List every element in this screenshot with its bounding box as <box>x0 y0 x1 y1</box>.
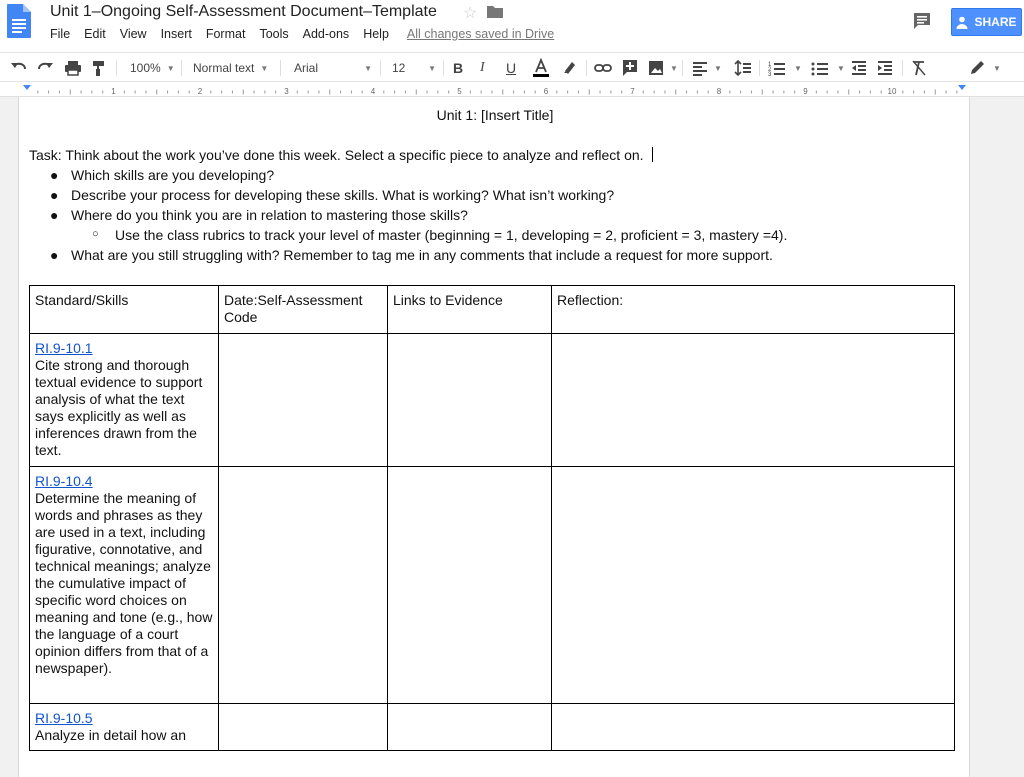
star-icon[interactable]: ☆ <box>463 5 478 22</box>
chevron-down-icon[interactable]: ▼ <box>714 63 722 73</box>
increase-indent-icon[interactable] <box>877 58 893 78</box>
docs-logo-icon[interactable] <box>6 3 32 39</box>
align-left-icon[interactable] <box>692 58 708 78</box>
table-row <box>30 334 955 467</box>
circle-bullet-icon: ○ <box>92 228 99 240</box>
ruler-label: 2 <box>197 87 203 96</box>
style-select[interactable] <box>193 58 268 78</box>
decrease-indent-icon[interactable] <box>851 58 867 78</box>
folder-icon[interactable] <box>487 5 503 18</box>
ruler-scale[interactable] <box>0 83 1024 97</box>
date-code-cell[interactable] <box>219 467 388 704</box>
assessment-table <box>29 285 955 751</box>
font-select[interactable] <box>294 58 372 78</box>
ruler-label: 6 <box>543 87 549 96</box>
menu-tools[interactable]: Tools <box>259 27 289 41</box>
ruler-label: 9 <box>803 87 808 96</box>
ruler-label: 8 <box>716 87 722 96</box>
paint-format-icon[interactable] <box>91 58 107 78</box>
menu-help[interactable]: Help <box>363 27 389 41</box>
text-cursor <box>652 147 653 162</box>
underline-icon[interactable]: U <box>506 60 517 76</box>
print-icon[interactable] <box>64 58 82 78</box>
bullet-icon: ● <box>50 207 59 223</box>
menu-format[interactable]: Format <box>205 27 246 41</box>
toolbar <box>0 52 1024 82</box>
task-text: Task: Think about the work you’ve done this week. Select a specific piece to analyze and reflect on. <box>29 147 644 163</box>
standard-text: Cite strong and thorough textual evidence to support analysis of what the text says explicitly as well as inferences drawn from the text. <box>35 357 203 458</box>
header-cell[interactable]: Reflection: <box>552 286 955 334</box>
document-canvas <box>0 97 1024 777</box>
editing-mode-icon[interactable] <box>969 58 987 78</box>
chevron-down-icon: ▼ <box>260 63 269 73</box>
header-cell[interactable]: Standard/Skills <box>30 286 219 334</box>
bullet-icon: ● <box>50 167 59 183</box>
date-code-cell[interactable] <box>219 704 388 751</box>
clear-formatting-icon[interactable] <box>911 58 927 78</box>
table-row <box>30 704 955 751</box>
standard-link[interactable]: RI.9-10.4 <box>35 473 93 489</box>
font-value: Arial <box>294 61 319 75</box>
header-cell[interactable]: Date:Self-Assessment Code <box>219 286 388 334</box>
ruler-label: 3 <box>284 87 289 96</box>
comments-icon[interactable] <box>912 11 932 31</box>
link-icon[interactable] <box>594 58 612 78</box>
menu-edit[interactable]: Edit <box>84 27 106 41</box>
zoom-value: 100% <box>130 61 161 75</box>
standard-cell[interactable] <box>30 704 219 751</box>
font-size-value: 12 <box>392 61 406 75</box>
line-spacing-icon[interactable] <box>734 58 752 78</box>
standard-link[interactable]: RI.9-10.1 <box>35 340 93 356</box>
table-row <box>30 467 955 704</box>
ruler-label: 7 <box>630 87 635 96</box>
evidence-cell[interactable] <box>388 467 552 704</box>
style-value: Normal text <box>193 61 255 75</box>
share-label: SHARE <box>974 15 1017 29</box>
document-page[interactable]: Unit 1: [Insert Title] Task: Think about the work you’ve done this week. Select a specific piece to analyze and reflect on. ● Which skills are you developing? ● Describe your process for developing these skills. What is working? What isn’t working? ● Where do you think you are in relation to mastering those skills? ○ Use the class rubrics to track your level of master (beginning = 1, developing = 2, proficient = 3, mastery =4). ● What are you still struggling with? Remember to tag me in any comments that include a request for more support. Standard/Skills Date:Self-Assessment Code Links to Evidence Reflection: RI.9-10.1 Cite strong and thorough textual evidence to support analysis of what the text says explicitly as well as inferences drawn from the text. RI.9-10.4 Determine the meaning of words and phrases as they are used in a text, including figurative, connotative, and technical meanings; analyze the cumulative impact of specific word choices on meaning and tone (e.g., how the language of a court opinion differs from that of a newspaper). RI.9-10.5 Analyze in detail how an <box>18 97 970 777</box>
numbered-list-icon[interactable] <box>768 58 786 78</box>
share-button[interactable] <box>951 8 1022 36</box>
ruler-label: 4 <box>370 87 376 96</box>
menu-view[interactable]: View <box>119 27 147 41</box>
zoom-select[interactable] <box>130 58 175 78</box>
chevron-down-icon: ▼ <box>428 63 436 73</box>
undo-icon[interactable] <box>10 58 28 78</box>
scrollbar[interactable] <box>1008 97 1024 777</box>
task-paragraph[interactable] <box>29 147 653 163</box>
document-heading[interactable]: Unit 1: [Insert Title] <box>436 107 554 123</box>
table-header-row <box>30 286 955 334</box>
chevron-down-icon[interactable]: ▼ <box>794 63 802 73</box>
reflection-cell[interactable] <box>552 704 955 751</box>
ruler <box>0 83 1024 97</box>
bulleted-list-icon[interactable] <box>811 58 829 78</box>
reflection-cell[interactable] <box>552 467 955 704</box>
svg-text:1: 1 <box>768 62 772 68</box>
italic-icon[interactable]: I <box>480 60 485 75</box>
bullet-icon: ● <box>50 187 59 203</box>
chevron-down-icon[interactable]: ▼ <box>837 63 845 73</box>
standard-link[interactable]: RI.9-10.5 <box>35 710 93 726</box>
insert-image-icon[interactable] <box>648 58 664 78</box>
add-comment-icon[interactable] <box>622 58 638 78</box>
chevron-down-icon[interactable]: ▼ <box>670 63 678 73</box>
redo-icon[interactable] <box>36 58 54 78</box>
menu-addons[interactable]: Add-ons <box>302 27 350 41</box>
save-status[interactable]: All changes saved in Drive <box>406 27 555 41</box>
chevron-down-icon: ▼ <box>166 63 175 73</box>
evidence-cell[interactable] <box>388 334 552 467</box>
ruler-label: 1 <box>111 87 116 96</box>
standard-text: Analyze in detail how an <box>35 727 186 743</box>
highlight-icon[interactable] <box>562 58 578 78</box>
title-bar <box>0 0 1024 48</box>
left-indent-marker-icon[interactable] <box>23 85 31 90</box>
standard-text: Determine the meaning of words and phrases as they are used in a text, including figurative, connotative, and technical meanings; analyze the cumulative impact of specific word choices on meaning and tone (e.g., how the language of a court opinion differs from that of a newspaper). <box>35 490 213 676</box>
ruler-label: 10 <box>887 87 897 96</box>
chevron-down-icon: ▼ <box>364 63 372 73</box>
ruler-label: 5 <box>457 87 462 96</box>
svg-text:2: 2 <box>768 67 772 73</box>
menu-insert[interactable]: Insert <box>160 27 192 41</box>
reflection-cell[interactable] <box>552 334 955 467</box>
svg-text:3: 3 <box>768 72 772 78</box>
header-cell[interactable]: Links to Evidence <box>388 286 552 334</box>
date-code-cell[interactable] <box>219 334 388 467</box>
text-color-icon[interactable] <box>532 58 550 78</box>
chevron-down-icon[interactable]: ▼ <box>993 63 1001 73</box>
bold-icon[interactable]: B <box>453 60 464 76</box>
evidence-cell[interactable] <box>388 704 552 751</box>
right-indent-marker-icon[interactable] <box>958 85 966 90</box>
person-icon <box>956 16 968 29</box>
bullet-icon: ● <box>50 247 59 263</box>
standard-cell[interactable] <box>30 334 219 467</box>
menu-bar <box>50 27 568 41</box>
font-size-select[interactable] <box>392 58 436 78</box>
standard-cell[interactable] <box>30 467 219 704</box>
menu-file[interactable]: File <box>50 27 71 41</box>
document-title[interactable]: Unit 1–Ongoing Self-Assessment Document–Template <box>50 3 437 20</box>
